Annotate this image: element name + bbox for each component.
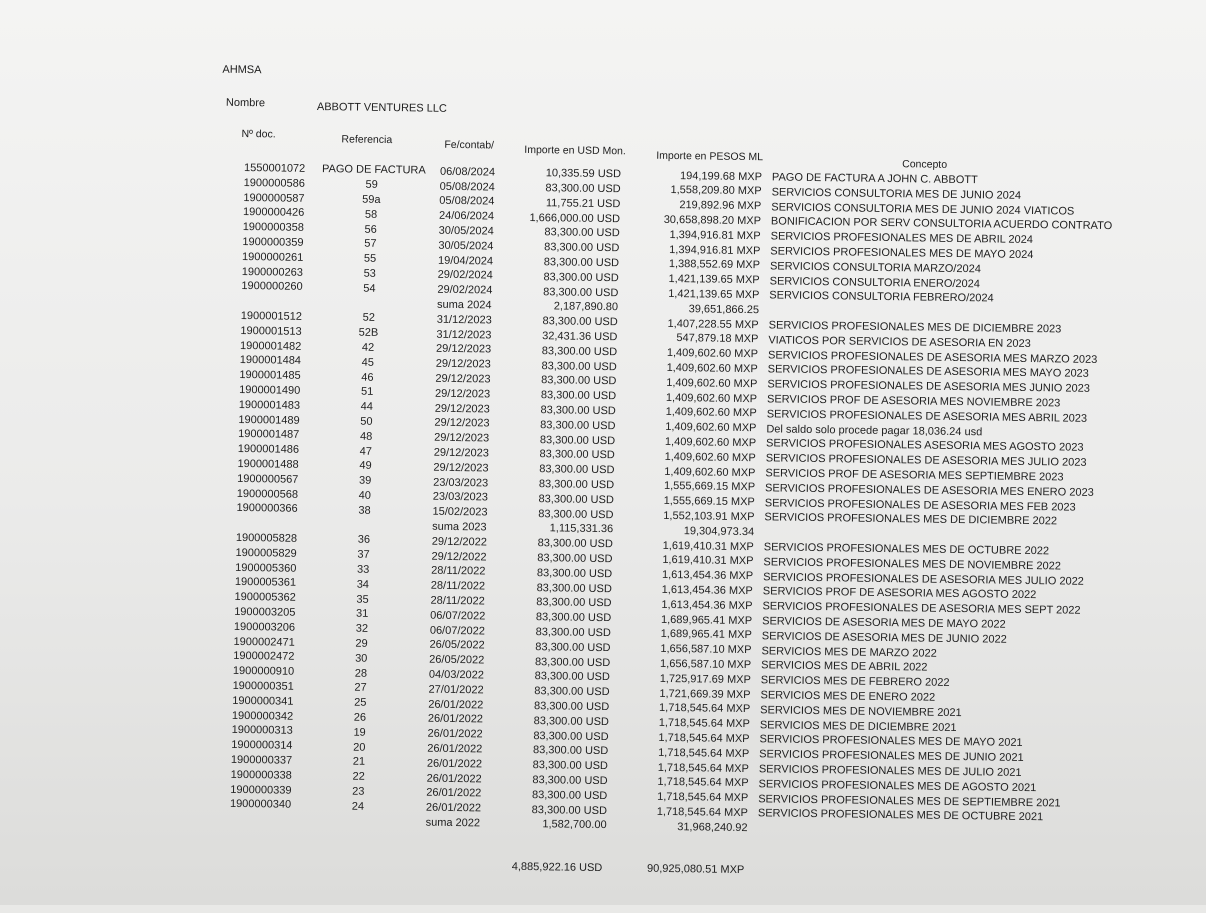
cell-usd: 83,300.00 USD	[539, 463, 615, 477]
cell-concept: SERVICIOS DE ASESORIA MES DE MAYO 2022	[762, 615, 1006, 631]
cell-doc: 1900005828	[235, 531, 298, 545]
cell-mxp: 1,613,454.36 MXP	[661, 569, 754, 583]
cell-usd: 32,431.36 USD	[542, 330, 618, 344]
cell-date: 29/12/2023	[435, 372, 491, 386]
cell-doc: 1900001513	[240, 324, 302, 338]
cell-mxp: 1,613,454.36 MXP	[661, 598, 753, 612]
cell-mxp: 39,651,866.25	[688, 303, 760, 317]
cell-doc: 1900000567	[237, 472, 299, 486]
cell-mxp: 1,613,454.36 MXP	[661, 583, 753, 598]
cell-date: 04/03/2022	[428, 668, 485, 682]
cell-usd: 83,300.00 USD	[532, 744, 609, 758]
cell-usd: 83,300.00 USD	[543, 270, 619, 285]
cell-mxp: 1,552,103.91 MXP	[663, 509, 755, 524]
cell-concept: SERVICIOS PROF DE ASESORIA MES NOVIEMBRE 2023	[766, 393, 1061, 410]
cell-mxp: 1,718,545.64 MXP	[657, 791, 749, 805]
cell-ref: 55	[363, 252, 377, 266]
cell-doc: 1900000358	[242, 221, 304, 235]
cell-mxp: 1,619,410.31 MXP	[662, 539, 754, 553]
cell-ref: 35	[356, 593, 369, 606]
cell-concept: SERVICIOS CONSULTORIA ENERO/2024	[769, 274, 981, 290]
cell-concept: SERVICIOS MES DE ENERO 2022	[760, 689, 936, 704]
cell-ref: 23	[352, 785, 365, 798]
cell-doc: 1900000568	[236, 487, 299, 501]
cell-ref: 29	[355, 637, 368, 650]
cell-concept: SERVICIOS PROFESIONALES MES DE AGOSTO 2021	[758, 778, 1037, 794]
cell-doc: 1900005361	[234, 576, 297, 590]
cell-doc: 1900000338	[230, 768, 292, 782]
cell-date: 27/01/2022	[428, 683, 484, 697]
cell-concept: SERVICIOS PROFESIONALES MES DE JULIO 2021	[758, 763, 1022, 779]
cell-usd: 1,666,000.00 USD	[529, 211, 621, 225]
cell-date: 29/12/2022	[431, 535, 487, 549]
cell-concept: SERVICIOS PROFESIONALES DE ASESORIA MES MAYO 2023	[767, 363, 1089, 381]
cell-doc: 1900001484	[239, 354, 302, 368]
cell-ref: 39	[358, 474, 372, 487]
cell-mxp: 1,409,602.60 MXP	[664, 435, 757, 450]
cell-doc: 1900000341	[232, 694, 294, 708]
cell-concept: SERVICIOS DE ASESORIA MES DE JUNIO 2022	[761, 630, 1007, 646]
cell-doc: 1900000342	[231, 709, 294, 723]
cell-ref: 42	[361, 341, 375, 354]
cell-ref: 30	[355, 652, 368, 665]
cell-doc: 1900001490	[239, 383, 301, 397]
cell-ref: 59a	[362, 193, 381, 206]
cell-usd: 83,300.00 USD	[543, 256, 620, 270]
cell-mxp: 1,689,965.41 MXP	[660, 613, 753, 627]
cell-ref: 53	[363, 267, 376, 280]
grand-total-mxp: 90,925,080.51 MXP	[646, 862, 745, 877]
cell-doc: 1900000263	[241, 265, 304, 279]
cell-concept: SERVICIOS PROFESIONALES MES DE NOVIEMBRE 2022	[763, 556, 1062, 573]
cell-date: 24/06/2024	[438, 209, 495, 223]
cell-ref: 34	[356, 578, 370, 591]
cell-ref: 59	[365, 178, 378, 192]
cell-usd: 10,335.59 USD	[545, 167, 622, 181]
cell-usd: 83,300.00 USD	[537, 537, 613, 551]
cell-usd: 83,300.00 USD	[539, 433, 616, 447]
cell-concept: PAGO DE FACTURA A JOHN C. ABBOTT	[771, 171, 978, 187]
cell-ref: 31	[356, 608, 369, 621]
cell-date: 28/11/2022	[430, 594, 485, 608]
cell-mxp: 1,718,545.64 MXP	[659, 702, 751, 716]
cell-doc: 1900000314	[231, 739, 293, 752]
cell-mxp: 19,304,973.34	[683, 524, 755, 538]
cell-usd: 2,187,890.80	[553, 300, 619, 314]
cell-usd: 83,300.00 USD	[544, 241, 620, 255]
cell-ref: 21	[352, 755, 366, 769]
cell-date: 26/01/2022	[425, 801, 482, 815]
cell-date: 29/12/2023	[434, 402, 490, 416]
cell-ref: PAGO DE FACTURA	[321, 163, 426, 177]
cell-usd: 83,300.00 USD	[534, 655, 611, 669]
cell-ref: 37	[357, 548, 370, 561]
cell-mxp: 1,725,917.69 MXP	[659, 672, 751, 686]
cell-doc: 1900001485	[239, 369, 301, 382]
header-mxp: Importe en PESOS ML	[656, 149, 764, 164]
cell-ref: 46	[361, 371, 374, 384]
cell-concept: SERVICIOS CONSULTORIA FEBRERO/2024	[769, 289, 994, 305]
cell-date: 31/12/2023	[436, 328, 492, 342]
cell-ref: 50	[360, 415, 373, 428]
header-ref: Referencia	[341, 133, 393, 147]
cell-mxp: 1,555,669.15 MXP	[663, 495, 755, 509]
cell-concept: Del saldo solo procede pagar 18,036.24 usd	[766, 422, 983, 438]
cell-usd: 83,300.00 USD	[531, 803, 608, 817]
cell-mxp: 1,558,209.80 MXP	[670, 184, 762, 198]
cell-doc: 1900001488	[237, 457, 299, 471]
cell-mxp: 1,388,552.69 MXP	[668, 258, 761, 272]
header-doc: Nº doc.	[241, 127, 276, 141]
cell-ref: 40	[358, 489, 372, 502]
cell-usd: 83,300.00 USD	[534, 670, 610, 684]
cell-mxp: 1,409,602.60 MXP	[665, 391, 758, 405]
cell-concept: SERVICIOS PROF DE ASESORIA MES SEPTIEMBRE 2023	[765, 467, 1064, 484]
cell-usd: 83,300.00 USD	[538, 507, 614, 521]
cell-date: 30/05/2024	[438, 239, 494, 253]
cell-ref: 32	[355, 622, 369, 635]
cell-ref: 22	[352, 770, 365, 783]
header-usd: Importe en USD Mon.	[524, 143, 626, 158]
cell-usd: 83,300.00 USD	[531, 788, 608, 802]
cell-mxp: 1,409,602.60 MXP	[665, 406, 757, 420]
cell-usd: 83,300.00 USD	[532, 774, 608, 788]
cell-usd: 83,300.00 USD	[533, 714, 609, 728]
cell-ref: 58	[364, 208, 378, 221]
cell-ref: 54	[363, 282, 376, 295]
cell-usd: 1,582,700.00	[542, 818, 607, 832]
cell-concept: SERVICIOS PROFESIONALES DE ASESORIA MES JUNIO 2023	[767, 378, 1091, 396]
cell-date: 06/08/2024	[439, 165, 496, 179]
cell-concept: SERVICIOS PROFESIONALES DE ASESORIA MES JULIO 2023	[765, 452, 1087, 469]
cell-ref: 52	[362, 312, 375, 325]
cell-usd: 83,300.00 USD	[533, 729, 609, 743]
cell-concept: SERVICIOS PROFESIONALES MES DE MAYO 2021	[759, 733, 1023, 750]
cell-usd: 83,300.00 USD	[539, 448, 615, 462]
cell-date: 29/12/2023	[433, 461, 489, 475]
cell-usd: 83,300.00 USD	[538, 492, 614, 506]
cell-concept: SERVICIOS MES DE FEBRERO 2022	[760, 674, 950, 690]
cell-mxp: 1,421,139.65 MXP	[668, 287, 760, 302]
cell-date: 19/04/2024	[437, 254, 494, 268]
cell-date: 28/11/2022	[430, 579, 486, 593]
name-value: ABBOTT VENTURES LLC	[316, 101, 447, 115]
cell-date: 26/01/2022	[427, 713, 484, 726]
cell-usd: 83,300.00 USD	[536, 581, 612, 595]
cell-date: 26/05/2022	[429, 653, 485, 667]
cell-concept: SERVICIOS CONSULTORIA MES DE JUNIO 2024 VIATICOS	[771, 200, 1075, 218]
cell-ref: 56	[364, 223, 377, 236]
cell-mxp: 31,968,240.92	[677, 820, 748, 834]
cell-date: 29/12/2023	[434, 431, 490, 445]
cell-date: 23/03/2023	[432, 491, 488, 504]
cell-mxp: 1,718,545.64 MXP	[656, 805, 748, 820]
cell-concept: SERVICIOS PROFESIONALES MES DE JUNIO 2021	[759, 748, 1024, 765]
cell-date: 29/12/2022	[431, 550, 487, 564]
cell-mxp: 1,409,602.60 MXP	[666, 347, 759, 361]
cell-date: 31/12/2023	[436, 313, 492, 327]
cell-mxp: 1,689,965.41 MXP	[660, 628, 752, 642]
cell-date: 29/12/2023	[435, 343, 492, 356]
cell-date: 29/12/2023	[435, 357, 491, 371]
cell-concept: SERVICIOS MES DE ABRIL 2022	[761, 659, 928, 674]
cell-doc: 1900003206	[233, 620, 296, 634]
cell-doc: 1900000261	[241, 250, 304, 264]
cell-date: 29/12/2023	[435, 387, 491, 401]
cell-date: 15/02/2023	[432, 505, 488, 519]
cell-doc: 1900000340	[229, 798, 292, 812]
cell-doc: 1900003205	[234, 605, 296, 619]
cell-concept: SERVICIOS PROFESIONALES MES DE OCTUBRE 2022	[763, 541, 1050, 558]
cell-mxp: 1,394,916.81 MXP	[669, 243, 761, 257]
cell-mxp: 1,718,545.64 MXP	[658, 746, 750, 760]
cell-concept: SERVICIOS PROF DE ASESORIA MES AGOSTO 2022	[762, 585, 1037, 602]
cell-doc: 1900001489	[238, 413, 300, 427]
cell-doc: 1900000366	[236, 502, 298, 516]
cell-concept: VIATICOS POR SERVICIOS DE ASESORIA EN 2023	[768, 334, 1031, 350]
cell-doc: 1900000359	[242, 235, 304, 249]
cell-usd: 83,300.00 USD	[544, 226, 620, 240]
cell-mxp: 1,394,916.81 MXP	[669, 228, 761, 243]
cell-usd: 83,300.00 USD	[542, 315, 618, 329]
cell-mxp: 1,409,602.60 MXP	[666, 376, 758, 390]
cell-concept: SERVICIOS PROFESIONALES DE ASESORIA MES ABRIL 2023	[766, 408, 1088, 425]
cell-mxp: 30,658,898.20 MXP	[663, 213, 762, 228]
cell-concept: SERVICIOS PROFESIONALES DE ASESORIA MES MARZO 2023	[767, 348, 1098, 366]
cell-date: suma 2024	[436, 298, 492, 312]
cell-date: 26/01/2022	[426, 786, 482, 800]
cell-doc: 1900005362	[234, 591, 296, 604]
cell-usd: 83,300.00 USD	[534, 685, 610, 699]
cell-ref: 26	[353, 711, 367, 724]
cell-ref: 36	[357, 534, 371, 547]
company-name: AHMSA	[222, 63, 262, 77]
cell-concept: SERVICIOS MES DE DICIEMBRE 2021	[759, 718, 957, 734]
header-date: Fe/contab/	[444, 138, 495, 152]
cell-ref: 25	[354, 696, 367, 709]
cell-mxp: 1,718,545.64 MXP	[657, 761, 749, 775]
cell-doc: 1900001512	[240, 309, 303, 323]
cell-concept: SERVICIOS PROFESIONALES MES DE OCTUBRE 2021	[757, 807, 1044, 824]
cell-usd: 83,300.00 USD	[532, 759, 608, 773]
header-concept: Concepto	[902, 158, 948, 171]
cell-usd: 83,300.00 USD	[541, 374, 617, 388]
cell-date: 26/01/2022	[428, 698, 484, 711]
cell-concept: SERVICIOS PROFESIONALES DE ASESORIA MES ENERO 2023	[765, 482, 1094, 499]
cell-concept: SERVICIOS MES DE NOVIEMBRE 2021	[760, 704, 962, 719]
cell-usd: 83,300.00 USD	[538, 478, 615, 492]
cell-concept: SERVICIOS CONSULTORIA MARZO/2024	[769, 260, 981, 276]
cell-date: suma 2022	[425, 816, 481, 830]
cell-doc: 1900000337	[230, 753, 293, 767]
cell-doc: 1900005829	[235, 546, 297, 560]
cell-doc: 1900000587	[243, 191, 305, 205]
cell-usd: 83,300.00 USD	[535, 640, 611, 654]
cell-concept: SERVICIOS MES DE MARZO 2022	[761, 644, 937, 660]
cell-ref: 44	[360, 400, 374, 414]
cell-date: 29/02/2024	[437, 269, 493, 282]
cell-mxp: 194,199.68 MXP	[679, 169, 763, 183]
cell-concept: SERVICIOS PROFESIONALES DE ASESORIA MES FEB 2023	[764, 496, 1076, 514]
cell-date: 26/01/2022	[427, 742, 483, 756]
cell-date: 28/11/2022	[431, 565, 486, 578]
cell-date: 26/01/2022	[427, 727, 483, 741]
cell-mxp: 547,879.18 MXP	[676, 332, 759, 346]
cell-date: 06/07/2022	[430, 609, 486, 623]
cell-concept: SERVICIOS PROFESIONALES MES DE ABRIL 2024	[770, 230, 1033, 247]
cell-doc: 1550001072	[243, 162, 306, 175]
cell-date: 05/08/2024	[439, 195, 495, 208]
cell-mxp: 219,892.96 MXP	[679, 199, 762, 213]
cell-ref: 24	[351, 800, 365, 813]
cell-ref: 51	[360, 386, 374, 399]
cell-doc: 1900001483	[238, 398, 301, 412]
cell-mxp: 1,409,602.60 MXP	[666, 361, 758, 376]
cell-mxp: 1,555,669.15 MXP	[663, 480, 756, 494]
cell-usd: 83,300.00 USD	[540, 389, 617, 403]
cell-doc: 1900000910	[232, 665, 295, 678]
cell-ref: 38	[358, 504, 371, 517]
cell-mxp: 1,656,587.10 MXP	[659, 657, 752, 672]
cell-date: 05/08/2024	[439, 180, 495, 194]
cell-doc: 1900000339	[230, 783, 292, 797]
cell-concept: SERVICIOS PROFESIONALES ASESORIA MES AGOSTO 2023	[765, 437, 1084, 455]
grand-total-usd: 4,885,922.16 USD	[511, 860, 603, 875]
cell-usd: 83,300.00 USD	[536, 596, 612, 610]
cell-doc: 1900000313	[231, 724, 293, 738]
cell-usd: 1,115,331.36	[549, 522, 614, 536]
cell-mxp: 1,718,545.64 MXP	[657, 776, 749, 790]
cell-ref: 20	[353, 741, 366, 754]
cell-doc: 1900002472	[233, 650, 295, 664]
cell-ref: 47	[359, 445, 373, 458]
cell-concept: SERVICIOS PROFESIONALES MES DE SEPTIEMBRE 2021	[758, 792, 1061, 810]
cell-date: 29/12/2023	[433, 446, 489, 460]
cell-doc: 1900001487	[238, 428, 300, 442]
cell-mxp: 1,656,587.10 MXP	[660, 643, 752, 657]
cell-ref: 19	[353, 726, 366, 739]
cell-concept: SERVICIOS PROFESIONALES MES DE DICIEMBRE 2022	[764, 511, 1058, 528]
cell-date: 29/12/2023	[434, 417, 490, 430]
cell-doc: 1900000426	[242, 206, 305, 220]
cell-mxp: 1,409,602.60 MXP	[664, 465, 756, 479]
cell-usd: 11,755.21 USD	[545, 197, 621, 211]
cell-mxp: 1,421,139.65 MXP	[668, 273, 760, 287]
cell-mxp: 1,409,602.60 MXP	[665, 421, 757, 435]
cell-usd: 83,300.00 USD	[541, 359, 617, 373]
cell-mxp: 1,619,410.31 MXP	[662, 554, 754, 568]
cell-date: suma 2023	[432, 520, 487, 534]
cell-date: 26/05/2022	[429, 639, 485, 652]
cell-concept: BONIFICACION POR SERV CONSULTORIA ACUERDO CONTRATO	[770, 215, 1113, 233]
cell-usd: 83,300.00 USD	[535, 626, 611, 640]
cell-doc: 1900000351	[232, 679, 294, 693]
cell-ref: 52B	[358, 326, 379, 340]
cell-date: 06/07/2022	[429, 624, 486, 638]
cell-ref: 33	[356, 563, 370, 576]
cell-usd: 83,300.00 USD	[541, 344, 618, 359]
cell-date: 30/05/2024	[438, 224, 494, 238]
cell-doc: 1900000586	[243, 176, 305, 190]
cell-usd: 83,300.00 USD	[545, 182, 621, 196]
cell-date: 26/01/2022	[426, 772, 482, 785]
cell-doc: 1900000260	[241, 280, 303, 294]
cell-usd: 83,300.00 USD	[543, 285, 619, 299]
cell-usd: 83,300.00 USD	[540, 418, 616, 433]
cell-ref: 28	[354, 667, 368, 680]
cell-usd: 83,300.00 USD	[533, 700, 610, 714]
cell-usd: 83,300.00 USD	[537, 552, 613, 566]
cell-date: 29/02/2024	[437, 283, 493, 297]
cell-concept: SERVICIOS CONSULTORIA MES DE JUNIO 2024	[771, 186, 1022, 202]
cell-usd: 83,300.00 USD	[535, 611, 612, 625]
cell-doc: 1900001486	[237, 443, 300, 456]
cell-concept: SERVICIOS PROFESIONALES MES DE DICIEMBRE 2023	[768, 319, 1062, 336]
name-label: Nombre	[225, 96, 266, 110]
cell-mxp: 1,718,545.64 MXP	[658, 731, 750, 746]
cell-mxp: 1,409,602.60 MXP	[664, 450, 756, 464]
cell-ref: 48	[359, 430, 373, 443]
cell-concept: SERVICIOS PROFESIONALES DE ASESORIA MES JULIO 2022	[763, 570, 1084, 588]
cell-doc: 1900002471	[233, 635, 295, 649]
cell-ref: 45	[361, 356, 374, 369]
cell-mxp: 1,721,669.39 MXP	[659, 687, 751, 701]
cell-doc: 1900001482	[240, 339, 302, 353]
cell-date: 23/03/2023	[433, 476, 489, 490]
cell-ref: 27	[354, 681, 367, 695]
cell-doc: 1900005360	[235, 561, 297, 575]
cell-date: 26/01/2022	[426, 757, 483, 771]
cell-mxp: 1,407,228.55 MXP	[667, 317, 759, 331]
cell-usd: 83,300.00 USD	[536, 566, 613, 580]
cell-concept: SERVICIOS PROFESIONALES DE ASESORIA MES SEPT 2022	[762, 600, 1081, 617]
cell-ref: 49	[359, 460, 372, 473]
cell-concept: SERVICIOS PROFESIONALES MES DE MAYO 2024	[770, 245, 1034, 262]
cell-mxp: 1,718,545.64 MXP	[658, 717, 750, 731]
cell-usd: 83,300.00 USD	[540, 404, 616, 418]
cell-ref: 57	[364, 238, 377, 251]
